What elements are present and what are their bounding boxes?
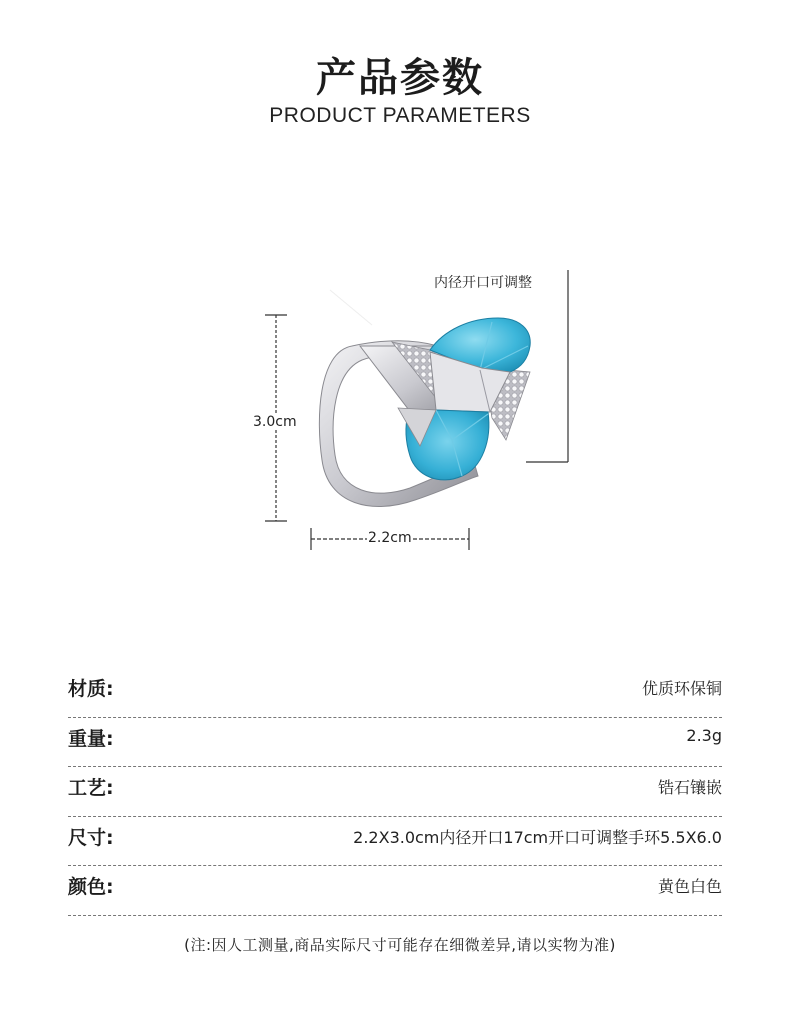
- parameter-table: [68, 668, 722, 916]
- param-value: 黄色白色: [657, 877, 722, 896]
- height-label: 3.0cm: [253, 414, 297, 430]
- param-row-craft: [68, 767, 722, 817]
- param-label: 重量:: [68, 727, 114, 750]
- param-value: 优质环保铜: [641, 679, 722, 698]
- param-label: 材质:: [68, 678, 114, 700]
- param-value: 锆石镶嵌: [657, 778, 722, 797]
- inner-diameter-note: 内径开口可调整: [434, 275, 532, 291]
- page-subtitle: PRODUCT PARAMETERS: [269, 104, 531, 127]
- param-row-size: [68, 817, 722, 867]
- width-label: 2.2cm: [368, 530, 412, 546]
- param-row-material: [68, 668, 722, 718]
- param-row-weight: [68, 718, 722, 768]
- param-label: 颜色:: [68, 876, 114, 898]
- inner-note-bracket: [526, 270, 568, 462]
- param-label: 尺寸:: [68, 826, 114, 849]
- param-label: 工艺:: [68, 777, 114, 799]
- measurement-disclaimer: (注:因人工测量,商品实际尺寸可能存在细微差异,请以实物为准): [184, 936, 616, 954]
- param-row-color: [68, 866, 722, 916]
- param-value: 2.3g: [686, 725, 722, 745]
- page-title: 产品参数: [316, 55, 484, 101]
- param-value: 2.2X3.0cm内径开口17cm开口可调整手环5.5X6.0: [353, 827, 722, 847]
